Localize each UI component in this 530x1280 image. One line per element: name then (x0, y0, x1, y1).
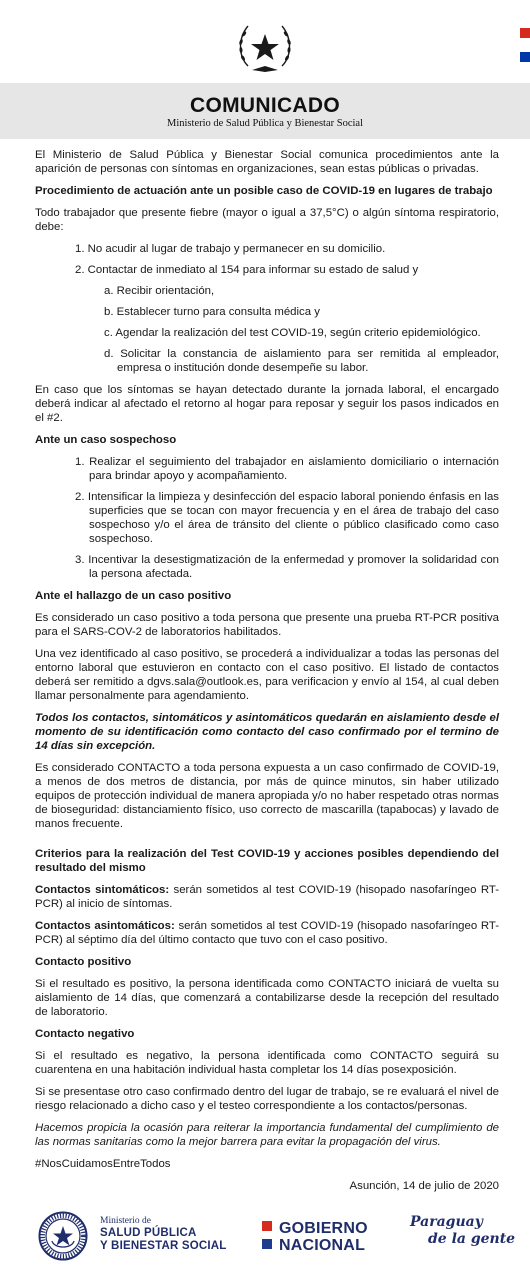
other-case-text: Si se presentase otro caso confirmado dentro del lugar de trabajo, se re evaluará el nivel de riesgo relacionado a dicho caso y el testeo correspondiente a los contactos/personas. (35, 1086, 499, 1112)
ministry-logo-text (100, 1216, 227, 1253)
sub-list-item: b. Establecer turno para consulta médica y (104, 306, 320, 318)
section-heading-positive: Ante el hallazgo de un caso positivo (35, 590, 232, 602)
sub-list-item: c. Agendar la realización del test COVID-19, según criterio epidemiológico. (104, 327, 481, 339)
slogan-line-2: de la gente (428, 1231, 516, 1247)
contact-positive-text: Si el resultado es positivo, la persona identificada como CONTACTO iniciará de vuelta su aislamiento de 14 días, que comenzará a contabilizarse desde la recepción del resultado de laboratorio. (35, 978, 499, 1018)
page-subtitle: Ministerio de Salud Pública y Bienestar Social (167, 118, 363, 129)
symptomatic-label: Contactos sintomáticos: (35, 884, 170, 896)
procedure-lead: Todo trabajador que presente fiebre (mayor o igual a 37,5°C) o algún síntoma respiratorio, debe: (35, 207, 499, 233)
list-item: 1. Realizar el seguimiento del trabajador en aislamiento domiciliario o internación para brindar apoyo y acompañamiento. (75, 456, 499, 482)
ministry-small-text: Ministerio de (100, 1216, 151, 1226)
intro-paragraph: El Ministerio de Salud Pública y Bienestar Social comunica procedimientos ante la aparición de personas con síntomas en organizaciones, sean estas públicas o privadas. (35, 149, 499, 175)
suspected-list (75, 455, 499, 581)
slogan-line-1: Paraguay (410, 1214, 483, 1230)
gob-line-2: NACIONAL (279, 1237, 366, 1254)
hashtag: #NosCuidamosEntreTodos (35, 1158, 171, 1170)
national-emblem-icon (232, 14, 298, 80)
date-line: Asunción, 14 de julio de 2020 (349, 1180, 499, 1192)
positive-paragraph-2: Una vez identificado al caso positivo, se procederá a individualizar a todas las personas del entorno laboral que estuvieron en contacto con el caso positivo. El listado de contactos deberá ser remitido a dgvs.sala@outlook.es, para verificacion y envío al 154, al cual deben llamar personalmente para agendamiento. (35, 648, 499, 702)
footer-logos (0, 1204, 530, 1264)
list-item: 3. Incentivar la desestigmatización de la enfermedad y promover la solidaridad con la persona afectada. (75, 554, 499, 580)
symptomatic-text: serán sometidos al test COVID-19 (hisopado nasofaríngeo RT-PCR) al inicio de síntomas. (35, 884, 500, 910)
list-item-text: 2. Contactar de inmediato al 154 para informar su estado de salud y (75, 264, 419, 276)
positive-paragraph-1: Es considerado un caso positivo a toda persona que presente una prueba RT-PCR positiva para el SARS-COV-2 de laboratorios habilitados. (35, 612, 499, 638)
procedure-closing: En caso que los síntomas se hayan detectado durante la jornada laboral, el encargado deberá indicar al afectado el retorno al hogar para reposar y seguir los pasos indicados en el #2. (35, 384, 499, 424)
sub-list-item: d. Solicitar la constancia de aislamiento para ser remitida al empleador, empresa o institución donde desempeñe su labor. (104, 348, 499, 374)
flag-color-marks (520, 28, 530, 62)
section-heading-suspected: Ante un caso sospechoso (35, 434, 177, 446)
paraguay-slogan-logo (410, 1214, 515, 1248)
contact-negative-text: Si el resultado es negativo, la persona identificada como CONTACTO seguirá su cuarentena en una habitación individual hasta completar los 14 días posexposición. (35, 1050, 499, 1076)
gob-line-1: GOBIERNO (279, 1220, 368, 1237)
red-square (520, 28, 530, 38)
blue-square (520, 52, 530, 62)
asymptomatic-paragraph (35, 919, 499, 947)
blue-square (262, 1239, 272, 1249)
symptomatic-paragraph (35, 883, 499, 911)
header-banner (0, 83, 530, 139)
isolation-emphasis: Todos los contactos, sintomáticos y asintomáticos quedarán en aislamiento desde el momento de su identificación como contacto del caso confirmado por el termino de 14 días sin excepción. (35, 712, 499, 752)
contact-definition: Es considerado CONTACTO a toda persona expuesta a un caso confirmado de COVID-19, a menos de dos metros de distancia, por más de quince minutos, sin haber utilizado equipos de protección individual de manera apropiada y/o no haber respetado otras normas de bioseguridad: distanciamiento físico, uso correcto de mascarilla (tapabocas) y lavado de manos frecuente. (35, 762, 499, 830)
asymptomatic-label: Contactos asintomáticos: (35, 920, 175, 932)
document-body (35, 148, 499, 1201)
ministry-line-2: Y BIENESTAR SOCIAL (100, 1240, 227, 1252)
page-title: COMUNICADO (190, 94, 340, 117)
sub-list (104, 284, 499, 375)
section-heading-contact-negative: Contacto negativo (35, 1028, 135, 1040)
list-item: 1. No acudir al lugar de trabajo y permanecer en su domicilio. (75, 243, 386, 255)
list-item (75, 263, 499, 375)
closing-italic: Hacemos propicia la ocasión para reiterar la importancia fundamental del cumplimiento de las normas sanitarias como la mejor barrera para evitar la propagación del virus. (35, 1122, 499, 1148)
sub-list-item: a. Recibir orientación, (104, 285, 215, 297)
procedure-list (75, 242, 499, 375)
red-square (262, 1221, 272, 1231)
ministry-line-1: SALUD PÚBLICA (100, 1227, 197, 1239)
section-heading-procedure: Procedimiento de actuación ante un posible caso de COVID-19 en lugares de trabajo (35, 185, 493, 197)
list-item: 2. Intensificar la limpieza y desinfección del espacio laboral poniendo énfasis en las superficies que se tocan con mayor frecuencia y en el área de trabajo del caso sospechoso y/o el área de tránsito del cliente o público clasificado como caso sospechoso. (75, 491, 499, 545)
section-heading-contact-positive: Contacto positivo (35, 956, 132, 968)
section-heading-criteria: Criterios para la realización del Test COVID-19 y acciones posibles dependiendo del resultado del mismo (35, 848, 499, 874)
ministry-seal-icon (38, 1211, 88, 1261)
asymptomatic-text: serán sometidos al test COVID-19 (hisopado nasofaríngeo RT-PCR) al séptimo día del último contacto que tuvo con el caso positivo. (35, 920, 500, 946)
